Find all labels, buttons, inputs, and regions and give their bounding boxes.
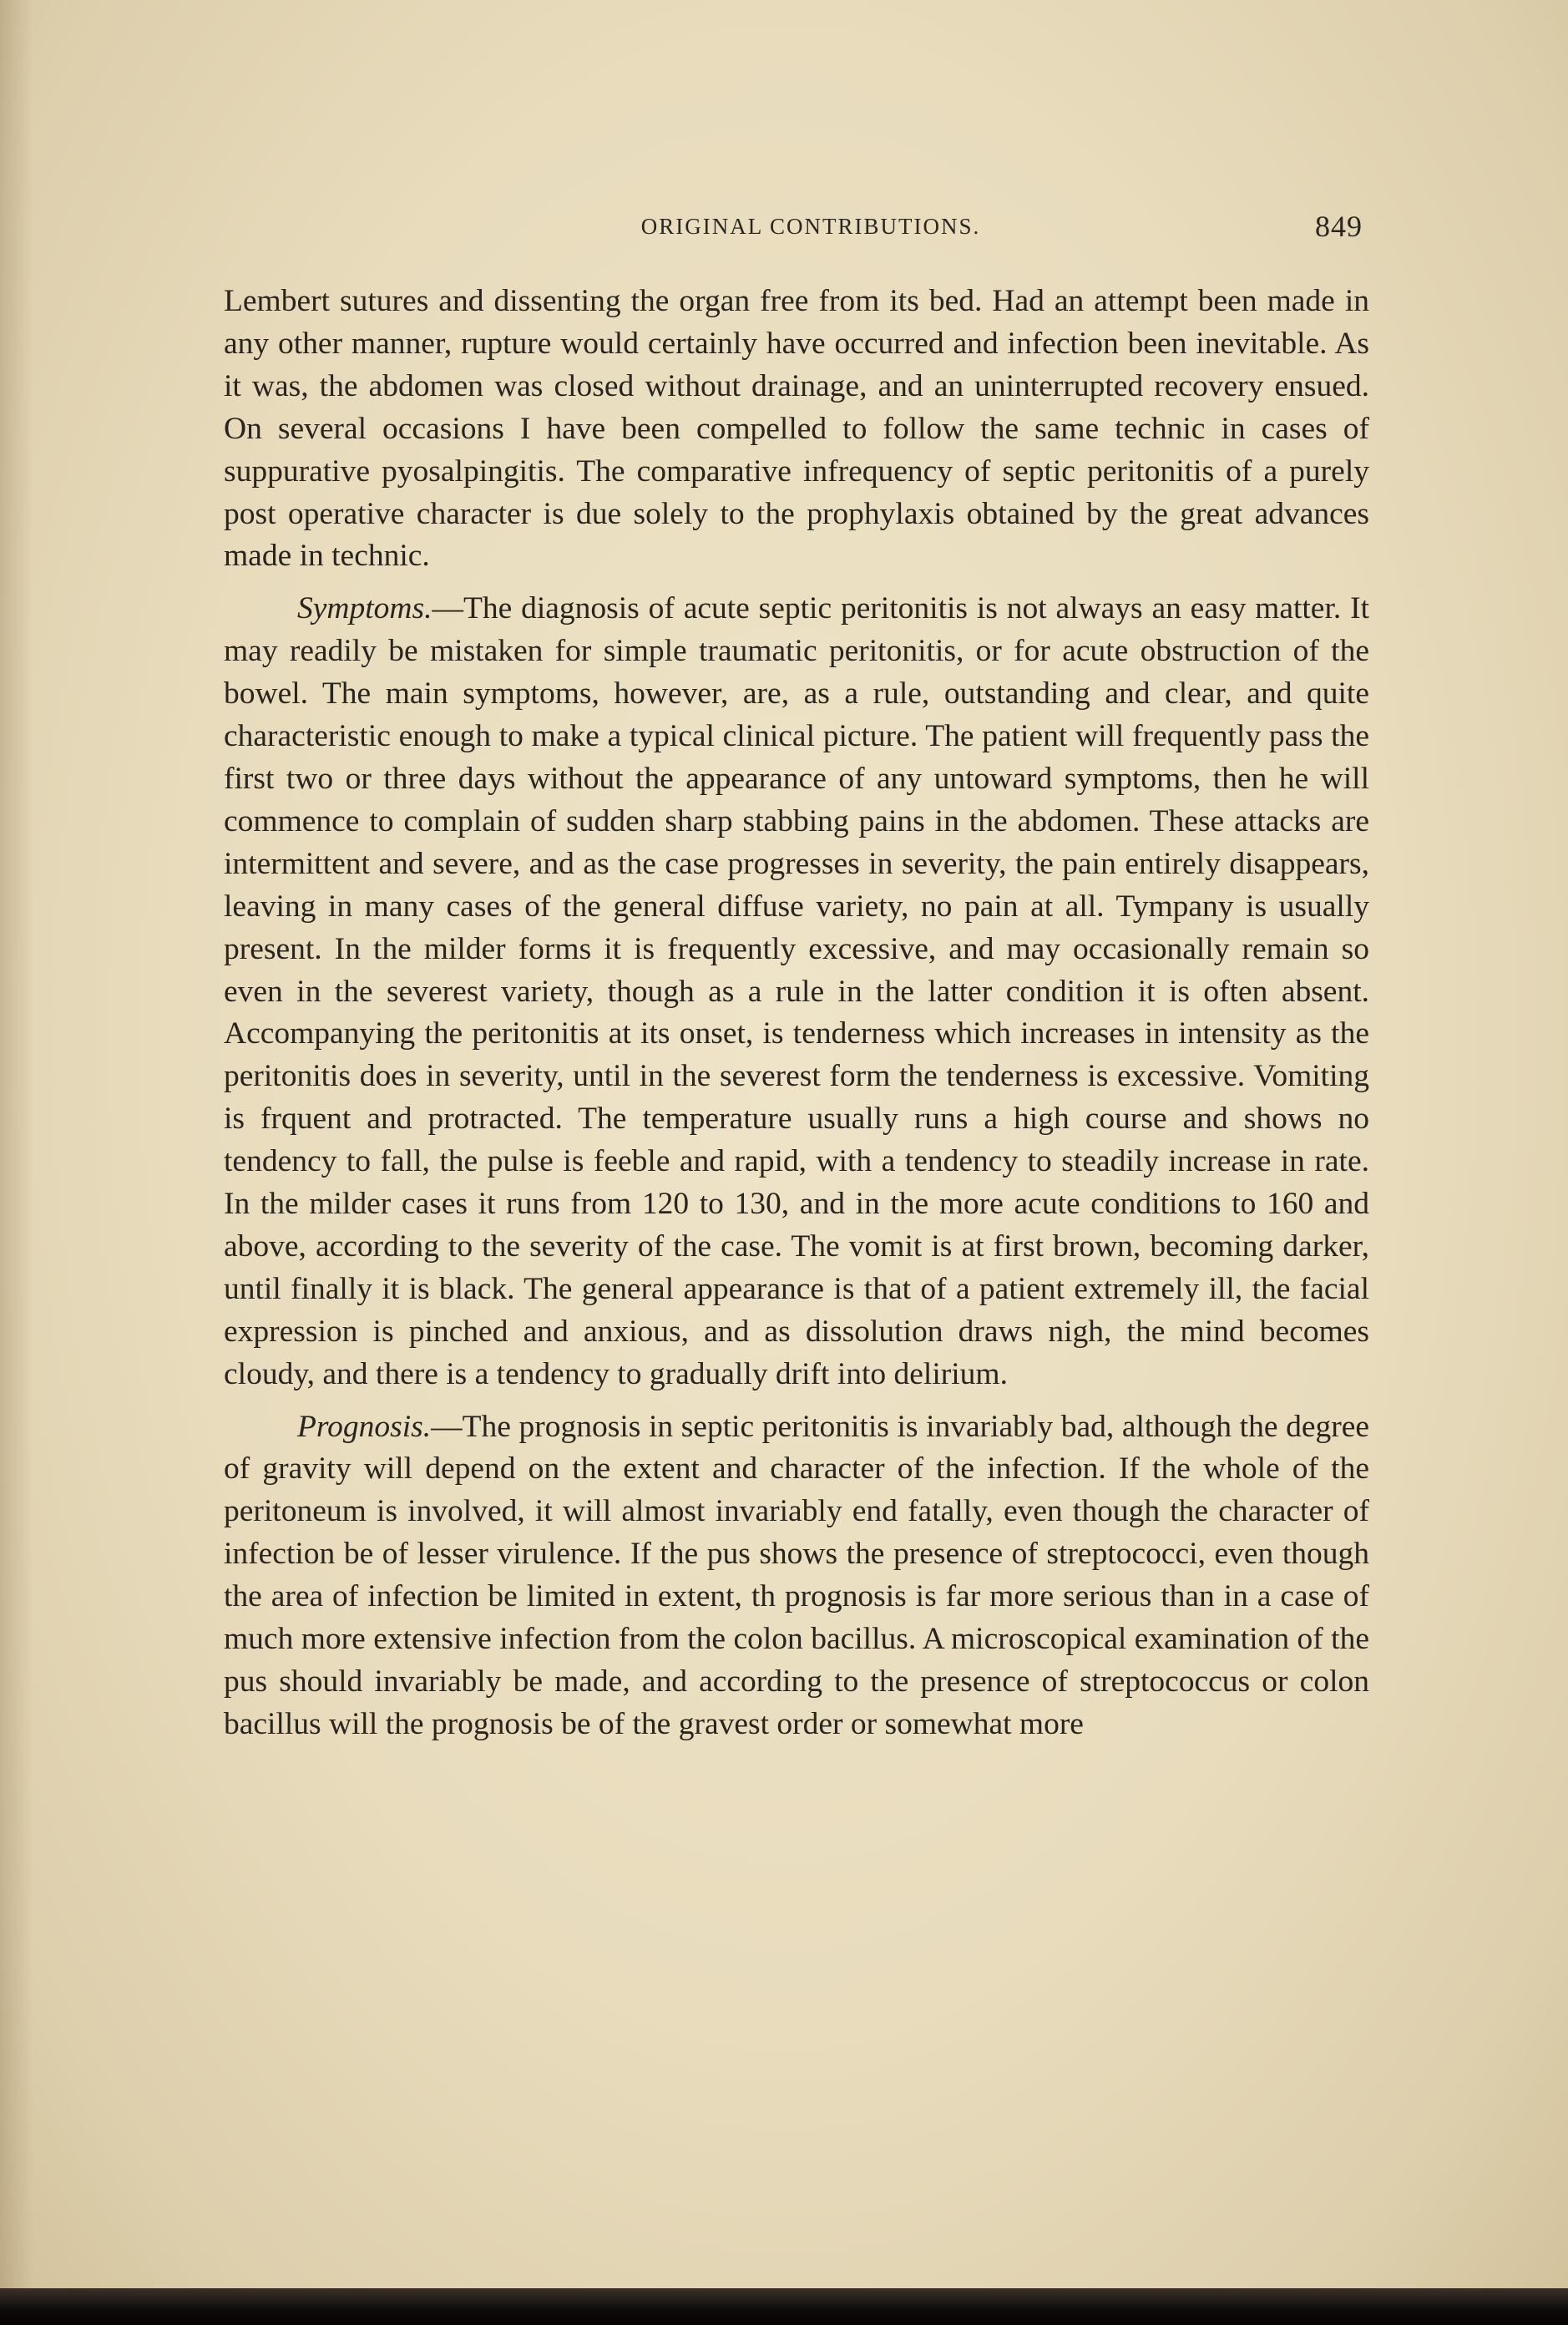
- paragraph-text: —The diagnosis of acute septic peritonitis is not always an easy matter. It may readily be mistaken for simple traumatic peritonitis, or for acute obstruction of the bowel. The main symptoms, however, are, as a rule, outstanding and clear, and quite characteristic enough to make a typical clinical picture. The patient will frequently pass the first two or three days without the appearance of any untoward symptoms, then he will commence to complain of sudden sharp stabbing pains in the abdomen. These attacks are intermittent and severe, and as the case progresses in severity, the pain entirely disappears, leaving in many cases of the general diffuse variety, no pain at all. Tympany is usually present. In the milder forms it is frequently excessive, and may occasionally remain so even in the severest variety, though as a rule in the latter condition it is often absent. Accompanying the peritonitis at its onset, is tenderness which increases in intensity as the peritonitis does in severity, until in the severest form the tenderness is excessive. Vomiting is frquent and protracted. The temperature usually runs a high course and shows no tendency to fall, the pulse is feeble and rapid, with a tendency to steadily increase in rate. In the milder cases it runs from 120 to 130, and in the more acute conditions to 160 and above, according to the severity of the case. The vomit is at first brown, becoming darker, until finally it is black. The general appearance is that of a patient extremely ill, the facial expression is pinched and anxious, and as dissolution draws nigh, the mind becomes cloudy, and there is a tendency to gradually drift into delirium.: [224, 591, 1369, 1391]
- page-header: [224, 210, 1369, 247]
- running-head: ORIGINAL CONTRIBUTIONS.: [640, 214, 981, 239]
- paragraph-symptoms: [224, 588, 1369, 1396]
- page-number: 849: [1315, 210, 1363, 243]
- paragraph-intro: [224, 281, 1369, 578]
- body-text: [224, 281, 1369, 1746]
- paragraph-prognosis: [224, 1406, 1369, 1746]
- section-heading-prognosis: Prognosis.: [297, 1409, 432, 1444]
- paragraph-text: Lembert sutures and dissenting the organ free from its bed. Had an attempt been made in any other manner, rupture would certainly have occurred and infection been inevitable. As it was, the abdomen was closed without drainage, and an uninterrupted recovery ensued. On several occasions I have been compelled to follow the same technic in cases of suppurative pyosalpingitis. The comparative infrequency of septic peritonitis of a purely post operative character is due solely to the prophylaxis obtained by the great advances made in technic.: [224, 284, 1369, 574]
- paragraph-text: —The prognosis in septic peritonitis is invariably bad, although the degree of gravity will depend on the extent and character of the infection. If the whole of the peritoneum is involved, it will almost invariably end fatally, even though the character of infection be of lesser virulence. If the pus shows the presence of streptococci, even though the area of infection be limited in extent, th prognosis is far more serious than in a case of much more extensive infection from the colon bacillus. A microscopical examination of the pus should invariably be made, and according to the presence of streptococcus or colon bacillus will the prognosis be of the gravest order or somewhat more: [224, 1409, 1369, 1741]
- section-heading-symptoms: Symptoms.: [297, 591, 432, 626]
- page-bottom-edge: [0, 2288, 1568, 2325]
